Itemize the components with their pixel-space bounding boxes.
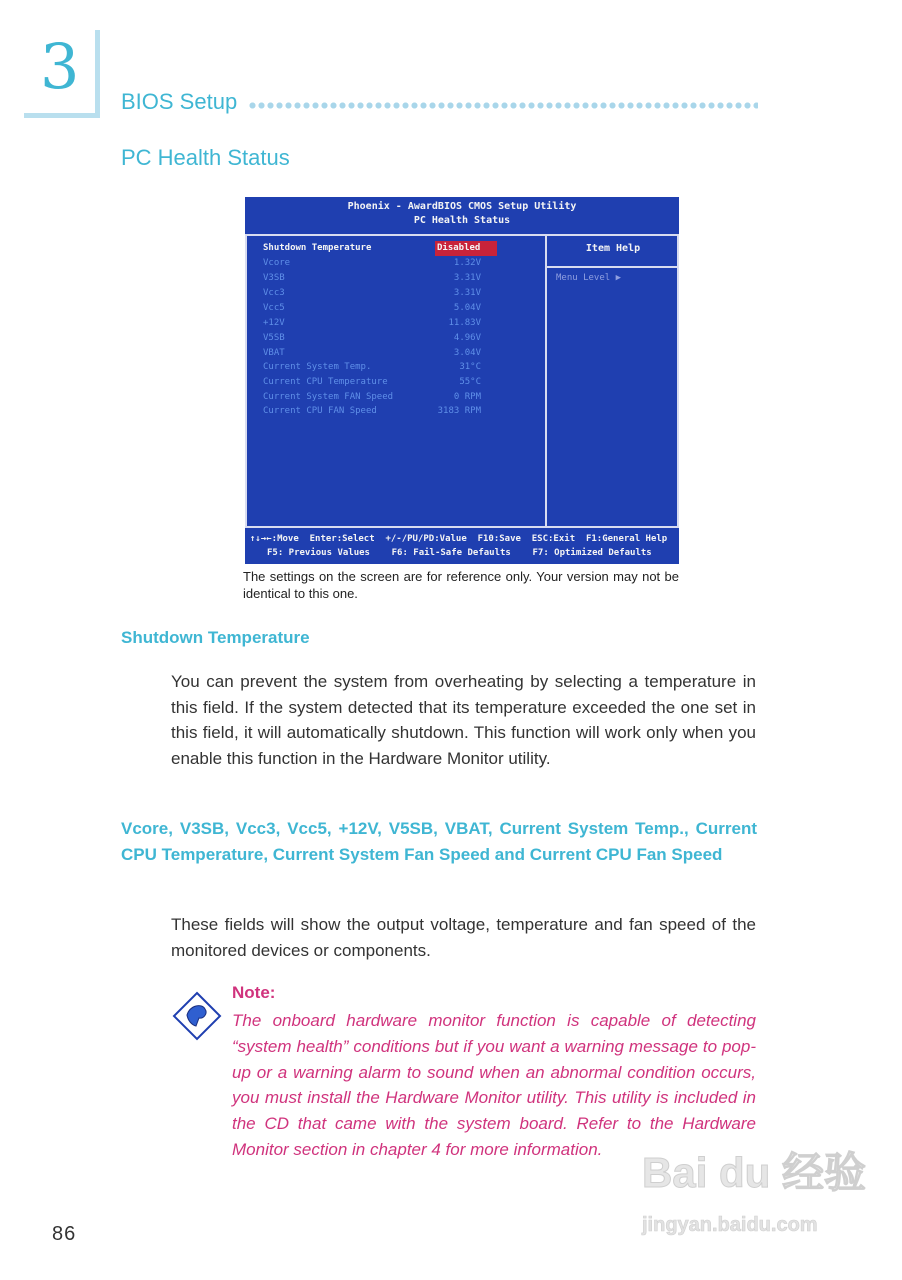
bios-row-label: Vcc3 bbox=[263, 288, 285, 298]
bios-row-label: Current System FAN Speed bbox=[263, 392, 394, 402]
bios-row-label: Vcc5 bbox=[263, 303, 285, 313]
screenshot-caption: The settings on the screen are for reference only. Your version may not be identical to this one. bbox=[243, 569, 679, 601]
section-heading: Vcore, V3SB, Vcc3, Vcc5, +12V, V5SB, VBAT, Current System Temp., Current CPU Temperature, Current System Fan Speed and Current CPU Fan Speed bbox=[121, 819, 757, 864]
chapter-number: 3 bbox=[40, 30, 80, 103]
bios-row-value: 11.83V bbox=[448, 318, 481, 328]
bios-row-value: 31°C bbox=[459, 362, 481, 372]
page-title: PC Health Status bbox=[121, 145, 290, 170]
bios-row-value: 3183 RPM bbox=[437, 406, 481, 416]
note-title: Note: bbox=[232, 983, 276, 1002]
section-body: You can prevent the system from overheating by selecting a temperature in this field. If the system detected that its temperature exceeded the one set in this field, it will automatically shutdown. This function will work only when you enable this function in the Hardware Monitor utility. bbox=[171, 672, 756, 769]
bios-header bbox=[245, 197, 679, 236]
bios-row-label: Shutdown Temperature bbox=[263, 243, 372, 253]
page-number: 86 bbox=[52, 1223, 77, 1245]
bios-row-value: 1.32V bbox=[453, 258, 481, 268]
section-body: These fields will show the output voltage, temperature and fan speed of the monitored devices or components. bbox=[171, 915, 756, 960]
bios-row-value: 0 RPM bbox=[453, 392, 481, 402]
bios-footer-defaults: F5: Previous Values F6: Fail-Safe Defaults F7: Optimized Defaults bbox=[267, 548, 652, 558]
bios-menu-level: Menu Level ▶ bbox=[556, 273, 622, 283]
bios-row-value: 3.31V bbox=[453, 273, 481, 283]
bios-row-value: 3.04V bbox=[453, 348, 481, 358]
baidu-watermark bbox=[642, 1149, 872, 1252]
chapter-marker-underline bbox=[24, 113, 100, 118]
bios-row-label: +12V bbox=[263, 318, 285, 328]
bios-row-label: Current CPU FAN Speed bbox=[263, 406, 377, 416]
bios-footer-keys: ↑↓→←:Move Enter:Select +/-/PU/PD:Value F10:Save ESC:Exit F1:General Help bbox=[250, 534, 668, 544]
bios-row-label: Current CPU Temperature bbox=[263, 377, 388, 387]
note-body: The onboard hardware monitor function is capable of detecting “system health” conditions but if you want a warning message to pop-up or a warning alarm to sound when an abnormal condition occurs, you must install the Hardware Monitor utility. This utility is included in the CD that came with the system board. Refer to the Hardware Monitor section in chapter 4 for more information. bbox=[232, 1011, 756, 1159]
section-heading: Shutdown Temperature bbox=[121, 628, 310, 647]
bios-footer bbox=[245, 528, 679, 564]
bios-row-label: V5SB bbox=[263, 333, 285, 343]
bios-item-help-title: Item Help bbox=[547, 234, 679, 268]
bios-row-value: 3.31V bbox=[453, 288, 481, 298]
chapter-title: BIOS Setup bbox=[121, 89, 238, 114]
bios-row-value: 55°C bbox=[459, 377, 481, 387]
bios-row-label: Vcore bbox=[263, 258, 291, 268]
bios-divider bbox=[545, 234, 547, 528]
bios-screenshot bbox=[245, 197, 679, 564]
bios-row-value: 4.96V bbox=[453, 333, 481, 343]
bios-row-label: VBAT bbox=[263, 348, 285, 358]
bios-row-label: Current System Temp. bbox=[263, 362, 372, 372]
bios-row-value: Disabled bbox=[435, 241, 497, 256]
note-icon bbox=[172, 991, 222, 1041]
header-dotted-rule bbox=[248, 101, 758, 110]
chapter-marker-bar bbox=[95, 30, 100, 118]
bios-header-page: PC Health Status bbox=[413, 215, 511, 226]
bios-header-utility: Phoenix - AwardBIOS CMOS Setup Utility bbox=[347, 201, 577, 212]
watermark-brand: Bai du 经验 bbox=[642, 1149, 867, 1196]
bios-row-value: 5.04V bbox=[453, 303, 481, 313]
watermark-url: jingyan.baidu.com bbox=[642, 1214, 818, 1236]
bios-row-label: V3SB bbox=[263, 273, 285, 283]
